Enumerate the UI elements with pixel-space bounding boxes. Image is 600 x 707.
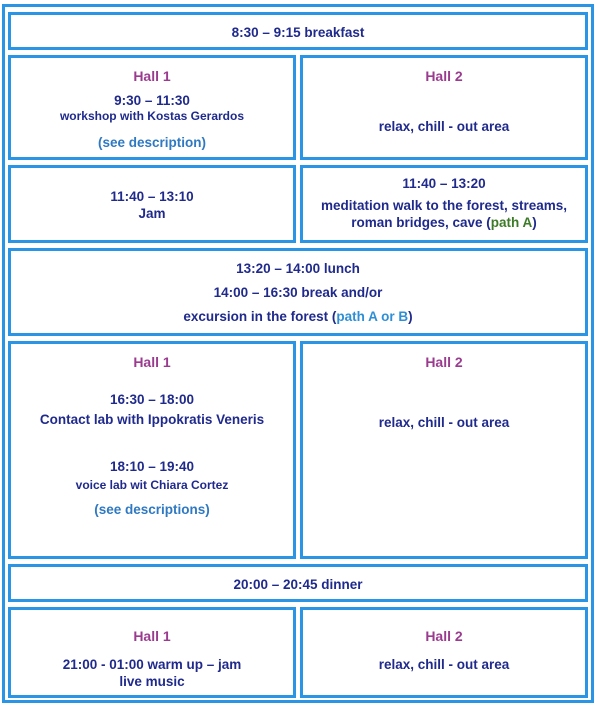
lunch-line3-suffix: ) [408,309,413,324]
voice-lab-time: 18:10 – 19:40 [109,459,195,474]
hall1-title: Hall 1 [133,354,171,370]
see-descriptions-link[interactable]: (see descriptions) [94,502,210,517]
hall1-title: Hall 1 [133,628,171,644]
lunch-row [8,248,588,336]
dinner-row [8,564,588,602]
afternoon-hall2-text: relax, chill - out area [378,415,510,430]
contact-lab-text: Contact lab with Ippokratis Veneris [39,412,265,427]
meditation-line1: meditation walk to the forest, streams, [320,198,568,213]
path-a-label: path A [490,215,533,230]
path-b-label: B [398,309,409,324]
breakfast-text: 8:30 – 9:15 breakfast [231,25,365,40]
see-description-link[interactable]: (see description) [97,135,207,150]
morning-hall1-text: workshop with Kostas Gerardos [59,109,245,123]
afternoon-hall2-cell [300,341,588,559]
midday-right-cell [300,165,588,243]
hall2-title: Hall 2 [425,628,463,644]
morning-hall2-text: relax, chill - out area [378,119,510,134]
morning-hall1-cell [8,55,296,160]
meditation-line2-suffix: ) [532,215,537,230]
hall2-title: Hall 2 [425,68,463,84]
voice-lab-text: voice lab wit Chiara Cortez [75,478,229,492]
lunch-line3 [11,309,585,324]
jam-text: Jam [138,206,166,221]
hall2-title: Hall 2 [425,354,463,370]
midday-left-cell [8,165,296,243]
meditation-time: 11:40 – 13:20 [402,176,486,191]
hall1-title: Hall 1 [133,68,171,84]
evening-hall1-line2: live music [119,674,185,689]
evening-hall1-cell [8,607,296,698]
breakfast-row [8,12,588,50]
morning-hall2-cell [300,55,588,160]
evening-hall2-text: relax, chill - out area [378,657,510,672]
or-label: or [381,309,395,324]
meditation-line2 [303,215,585,230]
dinner-text: 20:00 – 20:45 dinner [233,577,363,592]
path-a-label: path A [336,309,378,324]
meditation-line2-prefix: roman bridges, cave ( [351,215,491,230]
evening-hall1-line1: 21:00 - 01:00 warm up – jam [62,657,242,672]
contact-lab-time: 16:30 – 18:00 [109,392,195,407]
lunch-line2: 14:00 – 16:30 break and/or [213,285,383,300]
afternoon-hall1-cell [8,341,296,559]
evening-hall2-cell [300,607,588,698]
lunch-line3-prefix: excursion in the forest ( [183,309,337,324]
jam-time: 11:40 – 13:10 [110,189,194,204]
lunch-line1: 13:20 – 14:00 lunch [236,261,360,276]
morning-hall1-time: 9:30 – 11:30 [114,93,190,108]
